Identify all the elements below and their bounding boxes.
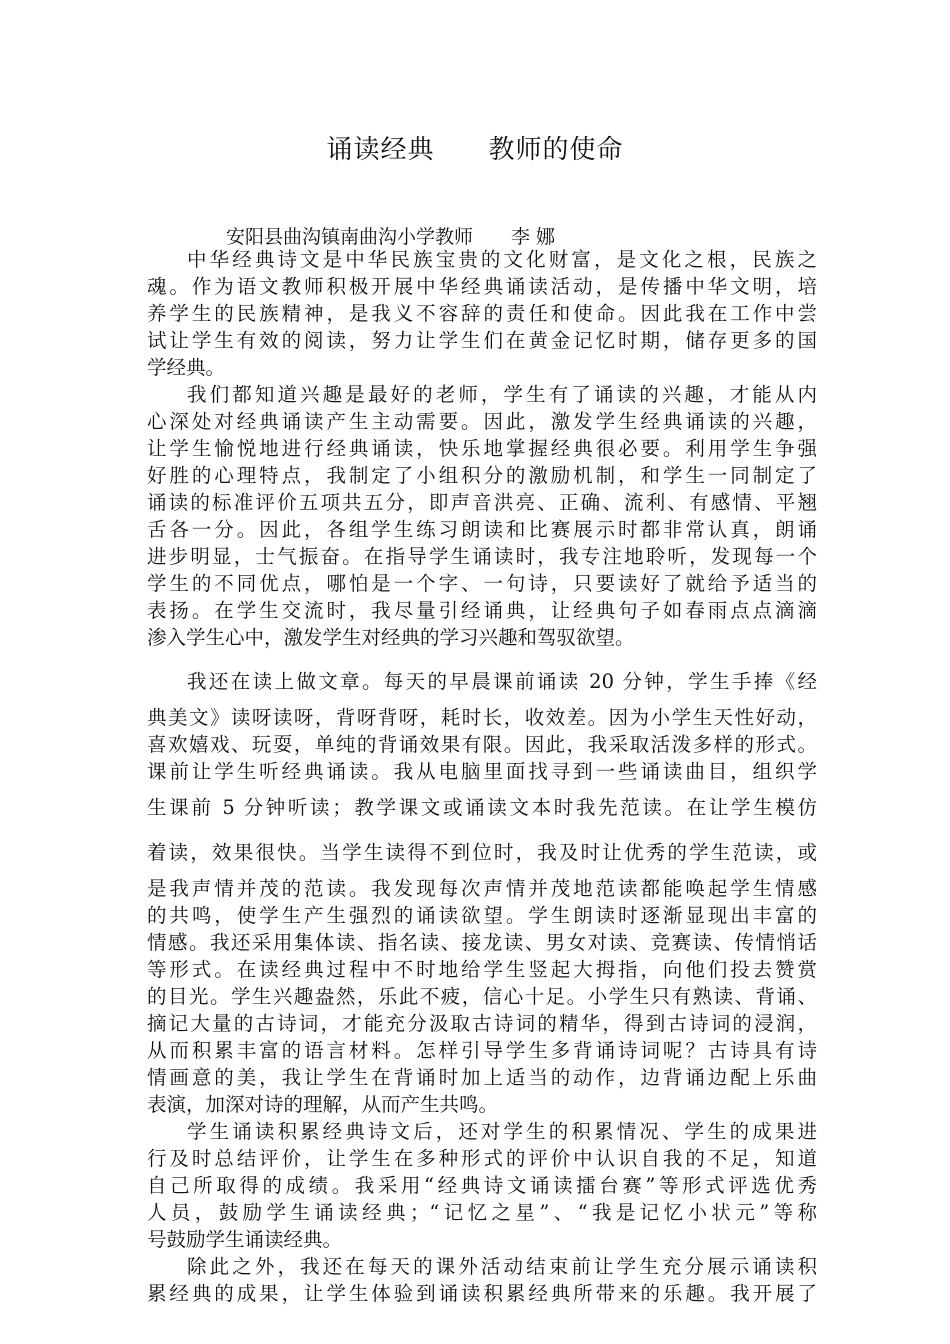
text-line: 学生诵读积累经典诗文后，还对学生的积累情况、学生的成果进 xyxy=(187,1120,817,1143)
text-line: 进步明显，士气振奋。在指导学生诵读时，我专注地聆听，发现每一个 xyxy=(147,545,817,568)
text-line: 从而积累丰富的语言材料。怎样引导学生多背诵诗词呢？古诗具有诗 xyxy=(147,1039,817,1062)
document-title: 诵读经典 教师的使命 xyxy=(326,135,624,165)
text-line: 行及时总结评价，让学生在多种形式的评价中认识自我的不足，知道 xyxy=(147,1147,817,1170)
text-line: 我还在读上做文章。每天的早晨课前诵读 20 分钟，学生手捧《经 xyxy=(187,670,817,693)
text-line: 号鼓励学生诵读经典。 xyxy=(147,1228,343,1251)
text-line: 好胜的心理特点，我制定了小组积分的激励机制，和学生一同制定了 xyxy=(147,464,817,487)
text-line: 等形式。在读经典过程中不时地给学生竖起大拇指，向他们投去赞赏 xyxy=(147,958,817,981)
text-line: 表演，加深对诗的理解，从而产生共鸣。 xyxy=(147,1093,499,1116)
text-line: 让学生愉悦地进行经典诵读，快乐地掌握经典很必要。利用学生争强 xyxy=(147,437,817,460)
paragraph-gap xyxy=(147,651,817,659)
text-line: 人员，鼓励学生诵读经典；“记忆之星”、“我是记忆小状元”等称 xyxy=(147,1201,817,1224)
text-line: 心深处对经典诵读产生主动需要。因此，激发学生经典诵读的兴趣， xyxy=(147,410,817,433)
text-line: 典美文》读呀读呀，背呀背呀，耗时长，收效差。因为小学生天性好动， xyxy=(147,706,817,729)
text-line: 的目光。学生兴趣盎然，乐此不疲，信心十足。小学生只有熟读、背诵、 xyxy=(147,985,817,1008)
text-line: 摘记大量的古诗词，才能充分汲取古诗词的精华，得到古诗词的浸润， xyxy=(147,1012,817,1035)
text-line: 诵读的标准评价五项共五分，即声音洪亮、正确、流利、有感情、平翘 xyxy=(147,491,817,514)
text-line: 学经典。 xyxy=(147,356,226,379)
text-line: 生课前 5 分钟听读；教学课文或诵读文本时我先范读。在让学生模仿 xyxy=(147,796,817,819)
author-line: 安阳县曲沟镇南曲沟小学教师 李 娜 xyxy=(226,226,556,248)
text-line: 喜欢嬉戏、玩耍，单纯的背诵效果有限。因此，我采取活泼多样的形式。 xyxy=(147,733,817,756)
text-line: 着读，效果很快。当学生读得不到位时，我及时让优秀的学生范读，或 xyxy=(147,841,817,864)
text-line: 学生的不同优点，哪怕是一个字、一句诗，只要读好了就给予适当的 xyxy=(147,572,817,595)
text-line: 试让学生有效的阅读，努力让学生们在黄金记忆时期，储存更多的国 xyxy=(147,329,817,352)
text-line: 课前让学生听经典诵读。我从电脑里面找寻到一些诵读曲目，组织学 xyxy=(147,760,817,783)
text-line: 我们都知道兴趣是最好的老师，学生有了诵读的兴趣，才能从内 xyxy=(187,383,817,406)
text-line: 舌各一分。因此，各组学生练习朗读和比赛展示时都非常认真，朗诵 xyxy=(147,518,817,541)
text-line: 情感。我还采用集体读、指名读、接龙读、男女对读、竞赛读、传情悄话 xyxy=(147,931,817,954)
document-body xyxy=(147,246,817,1307)
text-line: 养学生的民族精神，是我义不容辞的责任和使命。因此我在工作中尝 xyxy=(147,302,817,325)
text-line: 表扬。在学生交流时，我尽量引经诵典，让经典句子如春雨点点滴滴 xyxy=(147,599,817,622)
text-line: 的共鸣，使学生产生强烈的诵读欲望。学生朗读时逐渐显现出丰富的 xyxy=(147,904,817,927)
text-line: 累经典的成果，让学生体验到诵读积累经典所带来的乐趣。我开展了 xyxy=(147,1282,817,1305)
text-line: 情画意的美，我让学生在背诵时加上适当的动作，边背诵边配上乐曲 xyxy=(147,1066,817,1089)
text-line: 中华经典诗文是中华民族宝贵的文化财富，是文化之根，民族之 xyxy=(187,248,817,271)
text-line: 除此之外，我还在每天的课外活动结束前让学生充分展示诵读积 xyxy=(187,1255,817,1278)
text-line: 是我声情并茂的范读。我发现每次声情并茂地范读都能唤起学生情感 xyxy=(147,877,817,900)
text-line: 自己所取得的成绩。我采用“经典诗文诵读擂台赛”等形式评选优秀 xyxy=(147,1174,817,1197)
text-line: 渗入学生心中，激发学生对经典的学习兴趣和驾驭欲望。 xyxy=(147,626,635,649)
text-line: 魂。作为语文教师积极开展中华经典诵读活动，是传播中华文明，培 xyxy=(147,275,817,298)
